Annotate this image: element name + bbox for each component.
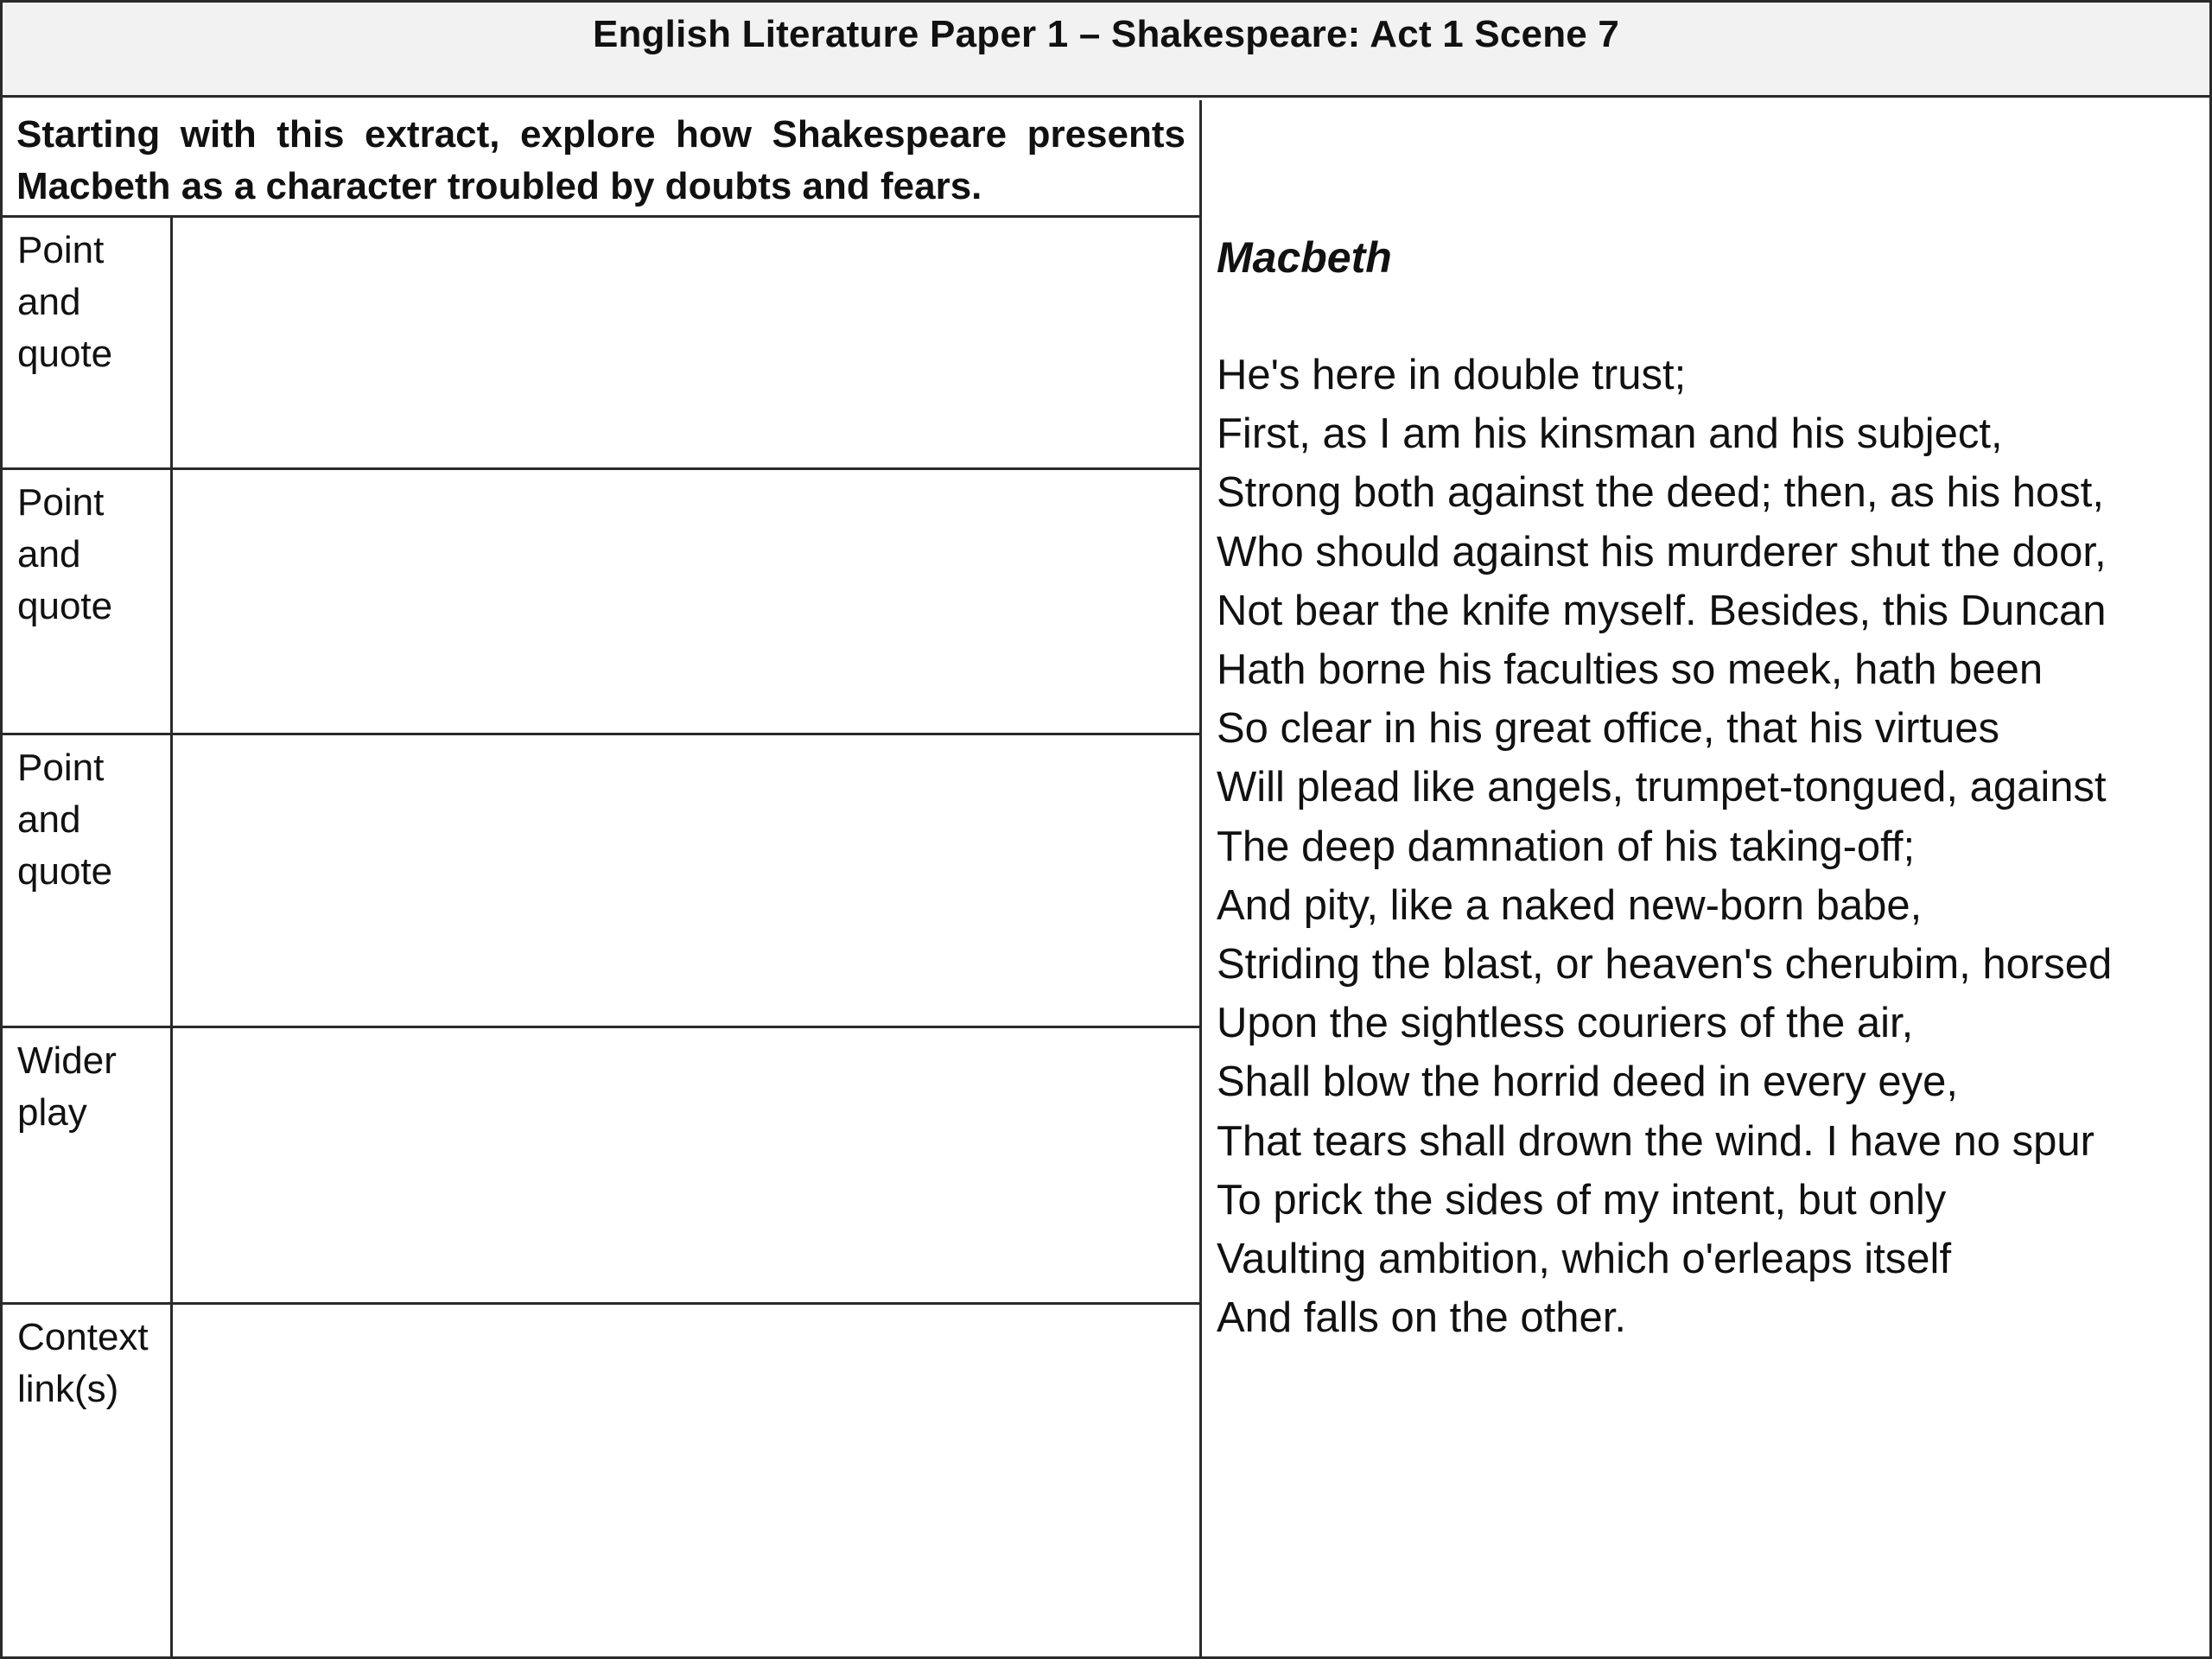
- row-label: Point and quote: [3, 218, 173, 467]
- row-label: Point and quote: [3, 735, 173, 1026]
- row-label: Point and quote: [3, 470, 173, 733]
- extract-line: And pity, like a naked new-born babe,: [1217, 881, 1923, 929]
- answer-box[interactable]: [175, 470, 1199, 733]
- extract-line: So clear in his great office, that his virtues: [1217, 705, 2000, 753]
- extract-line: That tears shall drown the wind. I have no spur: [1217, 1117, 2094, 1165]
- extract-line: Strong both against the deed; then, as his host,: [1217, 469, 2104, 517]
- speaker-name: Macbeth: [1217, 233, 1392, 282]
- answer-box[interactable]: [175, 1305, 1199, 1659]
- extract-lines: [1217, 346, 2209, 1347]
- answer-box[interactable]: [175, 1028, 1199, 1302]
- row-label: Context link(s): [3, 1305, 173, 1659]
- extract-line: First, as I am his kinsman and his subject,: [1217, 410, 2003, 458]
- answer-row-point-3: [3, 735, 1199, 1028]
- worksheet-header: [3, 3, 2209, 98]
- extract-line: Vaulting ambition, which o'erleaps itself: [1217, 1236, 1952, 1283]
- row-label: Wider play: [3, 1028, 173, 1302]
- extract-line: Who should against his murderer shut the door,: [1217, 528, 2107, 575]
- play-extract: [1202, 100, 2209, 1659]
- extract-line: Hath borne his faculties so meek, hath been: [1217, 646, 2044, 694]
- answer-box[interactable]: [175, 218, 1199, 467]
- extract-line: Not bear the knife myself. Besides, this Duncan: [1217, 587, 2107, 634]
- extract-line: He's here in double trust;: [1217, 352, 1687, 398]
- extract-line: Shall blow the horrid deed in every eye,: [1217, 1058, 1959, 1106]
- extract-line: Will plead like angels, trumpet-tongued, against: [1217, 764, 2107, 811]
- extract-line: The deep damnation of his taking-off;: [1217, 823, 1916, 870]
- extract-line: Upon the sightless couriers of the air,: [1217, 1000, 1914, 1047]
- extract-line: Striding the blast, or heaven's cherubim, horsed: [1217, 941, 2113, 988]
- answer-column: [3, 100, 1202, 1659]
- answer-row-point-1: [3, 218, 1199, 470]
- page-title: English Literature Paper 1 – Shakespeare: Act 1 Scene 7: [592, 13, 1620, 55]
- question-prompt: Starting with this extract, explore how Shakespeare presents Macbeth as a character troubled by doubts and fears.: [3, 100, 1199, 218]
- answer-row-point-2: [3, 470, 1199, 735]
- extract-line: And falls on the other.: [1217, 1294, 1626, 1342]
- answer-row-context: [3, 1305, 1199, 1659]
- answer-box[interactable]: [175, 735, 1199, 1026]
- extract-line: To prick the sides of my intent, but only: [1217, 1176, 1947, 1224]
- answer-row-wider-play: [3, 1028, 1199, 1305]
